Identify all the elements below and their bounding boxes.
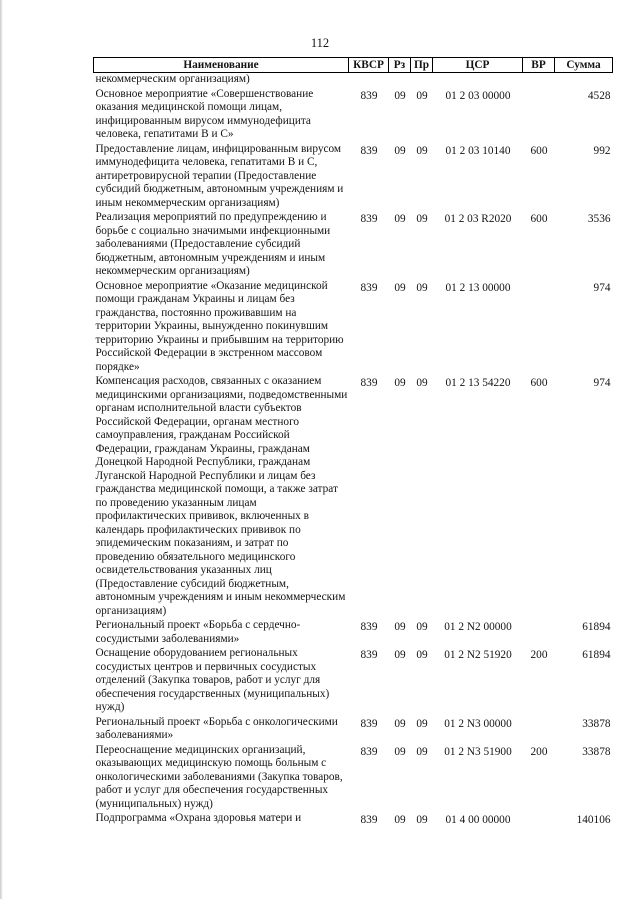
column-header-kvsr: КВСР (349, 58, 389, 73)
cell-rz: 09 (394, 89, 406, 102)
cell-rz: 09 (394, 621, 406, 633)
cell-pr: 09 (416, 814, 428, 826)
cell-rz: 09 (394, 649, 406, 661)
cell-name: Предоставление лицам, инфицированным вирусом иммунодефицита человека, гепатитами В и С, антиретровирусной терапии (Предоставление субсидий бюджетным, автономным учреждениям и иным некоммерческим организациям) (95, 142, 344, 209)
cell-vr (523, 280, 555, 376)
cell-csr: 01 2 N3 00000 (444, 717, 512, 730)
column-header-sum: Сумма (555, 58, 613, 73)
cell-pr: 09 (416, 621, 428, 633)
cell-vr (523, 619, 555, 647)
cell-pr: 09 (416, 377, 428, 389)
column-header-pr: Пр (411, 58, 433, 73)
cell-csr: 01 2 N3 51900 (444, 745, 512, 758)
table-row (94, 619, 613, 647)
table-row (94, 375, 613, 619)
cell-vr (523, 812, 555, 829)
cell-csr (433, 73, 523, 88)
cell-rz: 09 (394, 144, 406, 157)
cell-rz: 09 (394, 717, 406, 730)
table-row (94, 812, 613, 829)
table-row (94, 73, 613, 88)
cell-pr: 09 (416, 89, 428, 102)
column-header-vr: ВР (523, 58, 555, 73)
cell-kvsr: 839 (360, 377, 378, 389)
table-row (94, 744, 613, 813)
cell-kvsr: 839 (360, 649, 378, 661)
cell-kvsr: 839 (360, 213, 378, 225)
table-row (94, 647, 613, 716)
cell-sum: 3536 (587, 213, 611, 225)
cell-kvsr: 839 (360, 144, 378, 157)
cell-pr: 09 (416, 649, 428, 661)
table-body (94, 73, 613, 829)
cell-rz (389, 73, 411, 88)
cell-sum: 61894 (582, 621, 611, 633)
cell-sum: 992 (593, 144, 611, 157)
cell-csr: 01 2 03 10140 (445, 144, 511, 157)
cell-sum: 61894 (582, 649, 611, 661)
cell-rz: 09 (394, 213, 406, 225)
cell-kvsr (349, 73, 389, 88)
cell-vr: 600 (530, 144, 548, 157)
cell-sum: 33878 (582, 745, 611, 758)
cell-pr: 09 (416, 144, 428, 157)
cell-csr: 01 2 13 00000 (445, 281, 511, 294)
cell-vr: 600 (530, 377, 548, 389)
cell-csr: 01 2 N2 00000 (444, 621, 512, 633)
cell-vr (523, 88, 555, 143)
cell-rz: 09 (394, 377, 406, 389)
cell-name: Региональный проект «Борьба с сердечно-сосудистыми заболеваниями» (95, 619, 301, 645)
cell-rz: 09 (394, 281, 406, 294)
cell-sum: 974 (593, 377, 611, 389)
table-row (94, 143, 613, 212)
table-row (94, 280, 613, 376)
cell-vr (523, 73, 555, 88)
cell-name: Компенсация расходов, связанных с оказанием медицинскими организациями, подведомственными органам исполнительной власти субъектов Российской Федерации, органам местного самоуправления, гражданам Российской Федерации, гражданам Украины, гражданам Донецкой Народной Республики, гражданам Луганской Народной Республики и лицам без гражданства медицинской помощи, а также затрат по проведению указанным лицам профилактических прививок, включенных в календарь профилактических прививок по эпидемическим показаниям, и затрат по проведению обязательного медицинского освидетельствования указанных лиц (Предоставление субсидий бюджетным, автономным учреждениям и иным некоммерческим организациям) (95, 375, 348, 617)
table-row (94, 88, 613, 143)
cell-kvsr: 839 (360, 745, 378, 758)
cell-vr: 600 (530, 213, 548, 225)
cell-vr: 200 (530, 649, 548, 661)
cell-name: Подпрограмма «Охрана здоровья матери и (95, 812, 302, 824)
cell-csr: 01 2 N2 51920 (444, 649, 512, 661)
cell-kvsr: 839 (360, 89, 378, 102)
cell-name: Оснащение оборудованием региональных сосудистых центров и первичных сосудистых отделений (Закупка товаров, работ и услуг для обеспечения государственных (муниципальных) нужд) (95, 647, 330, 713)
cell-name: Основное мероприятие «Совершенствование оказания медицинской помощи лицам, инфицированным вирусом иммунодефицита человека, гепатитами В и С» (95, 87, 314, 140)
cell-csr: 01 4 00 00000 (445, 814, 511, 826)
cell-name: некоммерческим организациям) (95, 73, 250, 85)
cell-pr: 09 (416, 281, 428, 294)
cell-sum (555, 73, 613, 88)
cell-name: Основное мероприятие «Оказание медицинской помощи гражданам Украины и лицам без гражданства, постоянно проживавшим на территории Украины, вынужденно покинувшим территорию Украины и прибывшим на территорию Российской Федерации в экстренном массовом порядке» (95, 279, 344, 373)
table-row (94, 716, 613, 744)
cell-vr: 200 (530, 745, 548, 758)
cell-pr: 09 (416, 717, 428, 730)
column-header-csr: ЦСР (433, 58, 523, 73)
cell-kvsr: 839 (360, 621, 378, 633)
cell-sum: 974 (593, 281, 611, 294)
cell-name: Реализация мероприятий по предупреждению и борьбе с социально значимыми инфекционными заболеваниями (Предоставление субсидий бюджетным, автономным учреждениям и иным некоммерческим организациям) (95, 211, 331, 277)
cell-pr: 09 (416, 745, 428, 758)
cell-kvsr: 839 (360, 281, 378, 294)
cell-pr: 09 (416, 213, 428, 225)
cell-rz: 09 (394, 814, 406, 826)
table-row (94, 211, 613, 280)
cell-name: Региональный проект «Борьба с онкологическими заболеваниями» (95, 715, 338, 741)
cell-vr (523, 716, 555, 744)
cell-rz: 09 (394, 745, 406, 758)
cell-sum: 4528 (587, 89, 611, 102)
cell-sum: 33878 (582, 717, 611, 730)
cell-pr (411, 73, 433, 88)
cell-name: Переоснащение медицинских организаций, оказывающих медицинскую помощь больным с онкологическими заболеваниями (Закупка товаров, работ и услуг для обеспечения государственных (муниципальных) нужд) (95, 743, 343, 810)
scan-edge (0, 0, 3, 899)
column-header-name: Наименование (94, 58, 349, 73)
cell-csr: 01 2 03 R2020 (444, 213, 512, 225)
budget-table (93, 57, 613, 829)
cell-csr: 01 2 13 54220 (445, 377, 511, 389)
page-number: 112 (310, 36, 330, 50)
cell-kvsr: 839 (360, 814, 378, 826)
table-header-row (94, 58, 613, 73)
cell-kvsr: 839 (360, 717, 378, 730)
column-header-rz: Рз (389, 58, 411, 73)
cell-sum: 140106 (576, 814, 611, 826)
cell-csr: 01 2 03 00000 (445, 89, 511, 102)
